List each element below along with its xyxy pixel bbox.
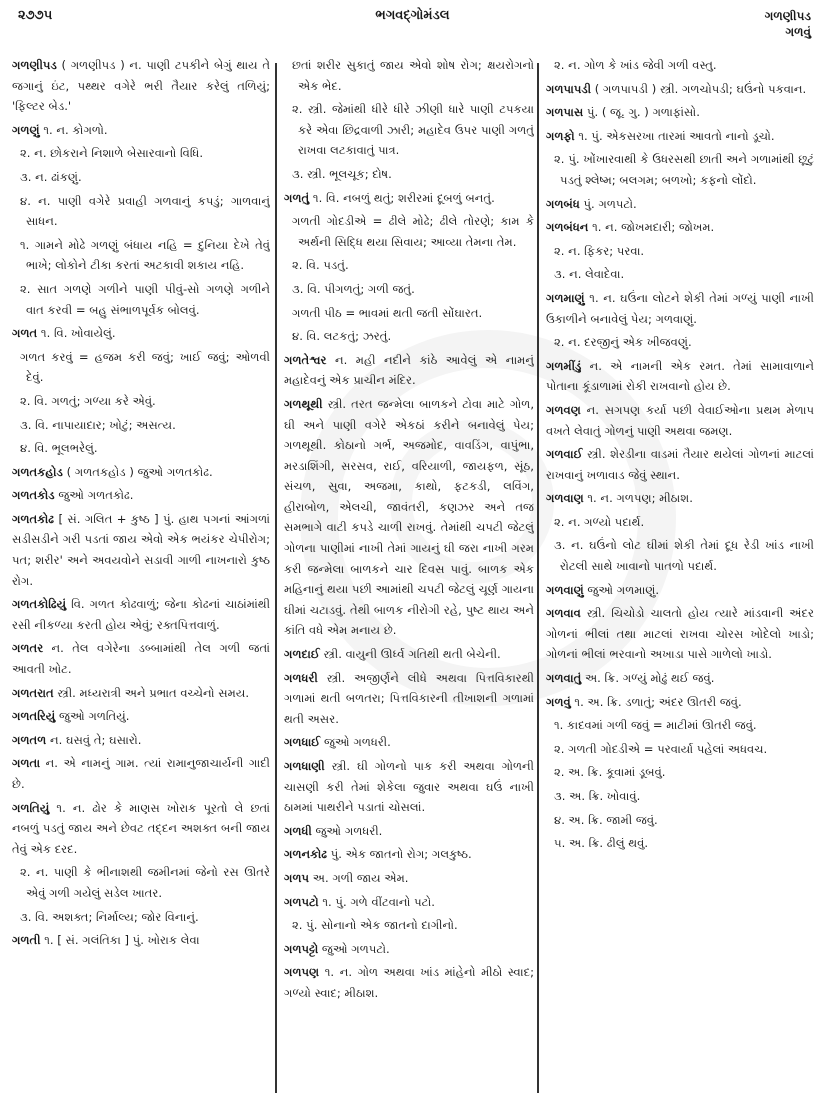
entry-sense <box>546 810 814 831</box>
definition-text: છતાં શરીર સુકાતું જાય એવો શોષ રોગ; ક્ષયરોગનો એક ભેદ. <box>292 58 534 93</box>
definition-text: ૧. પું. એકસરખા તારમાં આવતો નાનો ડૂચો. <box>578 128 775 143</box>
headword: ગળતળ <box>12 732 47 747</box>
definition-text: ૩. વિ. પીગળતું; ગળી જતું. <box>292 281 415 296</box>
column-divider <box>537 63 539 1093</box>
definition-text: ૩. અ. ક્રિ. ખોવાવું. <box>554 789 641 803</box>
headword: ગળતકોઢ <box>12 511 55 526</box>
dictionary-entry <box>284 939 534 960</box>
guide-words <box>765 8 811 40</box>
entry-sense <box>284 211 534 252</box>
definition-text: ૧. [ સં. ગલંતિકા ] પું. ખોરાક લેવા <box>44 933 200 948</box>
dictionary-entry <box>284 644 534 665</box>
definition-text: ૪. ન. પાણી વગેરે પ્રવાહી ગળવાનું કપડું; ગાળવાનું સાધન. <box>20 193 270 229</box>
headword: ગળવાણું <box>546 582 584 597</box>
entry-sense <box>546 55 814 76</box>
definition-text: ૩. ન. ઢાંકણું. <box>20 169 82 184</box>
definition-text: ન. એ નામની એક રમત. તેમાં સામાવાળાને પોતાના કૂંડાળામાં રોકી રાખવાનો હોય છે. <box>546 358 814 394</box>
headword: ગળધાઈ <box>284 735 321 750</box>
definition-text: ૨. વિ. પડતું. <box>292 258 349 273</box>
definition-text: ગળતી પીઠ = ભાવમાં થતી જતી સોંઘારત. <box>292 305 483 320</box>
definition-text: ન. ઘસવું તે; ઘસારો. <box>49 732 142 747</box>
definition-text: જુઓ ગળમાણું. <box>587 582 660 597</box>
definition-text: પું. ( જૂ. ગુ. ) ગળાફાંસો. <box>586 105 700 120</box>
dictionary-entry <box>284 188 534 209</box>
headword: ગળમીંડું <box>546 358 582 373</box>
running-head <box>0 8 825 48</box>
dictionary-entry <box>546 580 814 601</box>
definition-text: ૧. ન. ગળપણ; મીઠાશ. <box>587 491 693 506</box>
definition-text: ( ગળણીપડ ) ન. પાણી ટપકીને બેગું થાય તે જગાનું ઇંટ, પથ્થર વગેરે ભરી તૈયાર કરેલું તળિયું; 'ફિલ્ટર બેડ.' <box>12 58 270 114</box>
definition-text: ૨. ન. ફિકર; પરવા. <box>554 243 645 258</box>
dictionary-entry <box>284 350 534 391</box>
entry-sense <box>284 279 534 300</box>
headword: ગળપટો <box>284 894 319 909</box>
definition-text: સ્ત્રી. ચિચોડો ચાલતો હોય ત્યારે માંડવાની અંદર ગોળનાં ભીલાં તથા માટલાં રાખવા ચોરસ ખોદેલો ખાડો; ગોળનાં ભીલાં ભરવાનો અખાડા પાસે ગાળેલો ખાડો. <box>546 606 814 662</box>
definition-text: ૧. ન. ગોળ અથવા ખાંડ માંહેનો મીઠો સ્વાદ; ગળ્યો સ્વાદ; મીઠાશ. <box>284 965 534 1000</box>
column-1 <box>12 55 270 1095</box>
entry-sense <box>546 241 814 262</box>
definition-text: ગળતી ગોદડીએ = ઢીલે મોઢે; ઢીલે તોરણે; કામ કે અર્થની સિદ્ધિ થયા સિવાય; આવ્યા તેમના તેમ. <box>292 214 534 249</box>
headword: ગળતકહોડ <box>12 464 63 479</box>
entry-sense <box>12 235 270 276</box>
dictionary-entry <box>284 868 534 889</box>
headword: ગળણીપડ <box>12 58 57 72</box>
definition-text: જુઓ ગળપટો. <box>321 941 390 956</box>
definition-text: ન. સગપણ કર્યા પછી વેવાઈઓના પ્રથમ મેળાપ વખતે લેવાતું ગોળનું પાણી અથવા જમણ. <box>546 402 814 438</box>
dictionary-columns <box>0 55 825 1095</box>
dictionary-entry <box>284 668 534 730</box>
definition-text: સ્ત્રી. મધ્યરાત્રી અને પ્રભાત વચ્ચેનો સમય. <box>57 685 250 700</box>
headword: ગળતર <box>12 641 44 656</box>
definition-text: ૨. ન. પાણી કે ભીનાશથી જમીનમાં જેનો રસ ઊતરે એવું ગળી ગયેલું સડેલ ખાતર. <box>20 865 270 900</box>
column-2 <box>284 55 534 1095</box>
definition-text: જુઓ ગળતકોઢ. <box>58 488 134 503</box>
definition-text: ૩. ન. લેવાદેવા. <box>554 267 625 282</box>
definition-text: ૨. ન. ગળ્યો પદાર્થ. <box>554 514 645 529</box>
definition-text: જુઓ ગળધરી. <box>323 735 391 750</box>
definition-text: [ સં. ગલિત + કુષ્ઠ ] પું. હાથ પગનાં આંગળાં સડીસડીને ગરી પડતાં જાય એવો એક ભયંકર ચેપીરોગ; પત; શરીર' અને અવયવોને સડાવી ગાળી નાખનારો કુષ્ઠ રોગ. <box>12 511 270 588</box>
entry-sense <box>284 326 534 347</box>
dictionary-entry <box>546 79 814 100</box>
headword: ગળતરિયું <box>12 709 56 724</box>
dictionary-entry <box>12 683 270 704</box>
headword: ગળધાણી <box>284 759 325 773</box>
entry-sense <box>12 347 270 388</box>
dictionary-entry <box>546 444 814 485</box>
headword: ગળધરી <box>284 670 318 685</box>
dictionary-entry <box>284 756 534 818</box>
entry-sense <box>284 303 534 324</box>
entry-sense <box>284 55 534 96</box>
headword: ગળતેશ્વર <box>284 352 327 367</box>
headword: ગળતકોઢિયું <box>12 597 67 612</box>
definition-text: ૧. ન. જોખમદારી; જોખમ. <box>592 220 715 235</box>
dictionary-entry <box>546 217 814 238</box>
guide-word-last: ગળવું <box>785 25 811 39</box>
headword: ગળવાણ <box>546 491 584 506</box>
dictionary-entry <box>546 356 814 397</box>
entry-sense <box>12 391 270 412</box>
definition-text: પું. એક જાતનો રોગ; ગલકુષ્ઠ. <box>330 847 472 862</box>
entry-sense <box>12 907 270 928</box>
definition-text: સ્ત્રી. વાયુની ઊર્ધ્વ ગતિથી થતી બેચેની. <box>323 647 501 662</box>
definition-text: ૧. કાદવમાં ગળી જવું = માટીમાં ઊતરી જવું. <box>554 718 757 733</box>
dictionary-entry <box>546 102 814 123</box>
headword: ગળદાઈ <box>284 647 320 662</box>
headword: ગળપાપડી <box>546 81 592 96</box>
definition-text: ૪. વિ. લટકતું; ઝરતું. <box>292 329 392 344</box>
headword: ગળબંધન <box>546 220 589 235</box>
dictionary-entry <box>12 485 270 506</box>
headword: ગળમાણું <box>546 290 585 305</box>
headword: ગળબંધ <box>546 196 580 211</box>
definition-text: ૨. સ્ત્રી. જેમાંથી ધીરે ધીરે ઝીણી ધારે પાણી ટપકયા કરે એવા છિદ્રવાળી ઝારી; મહાદેવ ઉપર પાણી ગળતું રાખવા લટકાવાતું પાત્ર. <box>292 102 534 158</box>
headword: ગળવણ <box>546 402 581 417</box>
definition-text: ગળત કરવું = હજમ કરી જવું; ખાઈ જવું; ઓળવી દેવું. <box>20 349 270 385</box>
dictionary-entry <box>12 462 270 483</box>
definition-text: ૩. સ્ત્રી. ભૂલચૂક; દોષ. <box>292 166 392 181</box>
entry-sense <box>12 438 270 459</box>
headword: ગળવાઈ <box>546 447 583 462</box>
definition-text: ૨. ન. દરજીનું એક ખીજવણું. <box>554 335 692 350</box>
headword: ગળફો <box>546 128 575 143</box>
definition-text: ૩. વિ. નાપાયાદાર; ખોટું; અસત્ય. <box>20 417 176 432</box>
entry-sense <box>12 167 270 188</box>
definition-text: ૨. પું. ખોંખારવાથી કે ઉધરસથી છાતી અને ગળામાંથી છૂટું પડતું શ્લેષ્મ; બલગમ; બળખો; કફનો લોંદો. <box>554 152 814 187</box>
definition-text: ન. મહી નદીને કાંઠે આવેલું એ નામનું મહાદેવનું એક પ્રાચીન મંદિર. <box>284 352 534 388</box>
definition-text: જુઓ ગળતિયું. <box>59 709 130 724</box>
definition-text: ૧. ન. ઘઉંના લોટને શેકી તેમાં ગળ્યું પાણી નાખી ઉકાળીને બનાવેલું પેય; ગળવાણું. <box>546 290 814 326</box>
entry-sense <box>284 255 534 276</box>
definition-text: સ્ત્રી. તરત જન્મેલા બાળકને ટોવા માટે ગોળ, ઘી અને પાણી વગેરે એકઠાં કરીને બનાવેલું પેય; ગળથૂથી. કોઠાનો ગર્ભ, અજમોદ, વાવડિંગ, વાપુંભા, મરડાશિંગી, સરસવ, રાઈ, વરિયાળી, જાયફળ, સૂંઠ, સંચળ, સુવા, અજમા, કાથો, ફટકડી, લવિંગ, હીરાબોળ, એલચી, જાવંતરી, કણઝર અને તજ સમભાગે વાટી કપડે ચાળી રાખવું. તેમાંથી ચપટી જેટલું ગોળના પાણીમાં નાખી તેમાં ગાયનું ઘી જરા નાખી ગરમ કરી જન્મેલા બાળકને ચાર દિવસ પાવું. બાળક એક મહિનાનું થયા પછી આમાંથી ચપટી જેટલું ચૂર્ણ ગાયના ઘીમાં ચટાડવું. તેથી બાળક નીરોગી રહે, પુષ્ટ થાય અને કાંતિ વધે એમ મનાય છે. <box>284 396 534 638</box>
dictionary-entry <box>284 844 534 865</box>
dictionary-entry <box>546 488 814 509</box>
headword: ગળથૂથી <box>284 396 323 411</box>
definition-text: ૨. અ. ક્રિ. કૂવામાં ડૂબવું. <box>554 765 666 780</box>
headword: ગળતું <box>284 190 310 205</box>
entry-sense <box>284 164 534 185</box>
entry-sense <box>546 535 814 576</box>
dictionary-entry <box>12 323 270 344</box>
headword: ગળતરાત <box>12 685 54 700</box>
dictionary-entry <box>12 753 270 794</box>
entry-sense <box>546 833 814 854</box>
headword: ગળત <box>12 326 38 341</box>
dictionary-entry <box>12 55 270 117</box>
dictionary-entry <box>546 603 814 665</box>
definition-text: ન. તેલ વગેરેના ડબ્બામાંથી તેલ ગળી જતાં આવતી ખોટ. <box>12 641 270 677</box>
headword: ગળપાસ <box>546 105 584 120</box>
definition-text: ૧. ન. કોગળો. <box>43 122 108 137</box>
entry-sense <box>284 915 534 936</box>
headword: ગળવાવ <box>546 606 581 621</box>
headword: ગળતી <box>12 933 41 948</box>
definition-text: ૪. વિ. ભૂલભરેલું. <box>20 441 98 456</box>
headword: ગળપટ્ટો <box>284 941 319 956</box>
dictionary-entry <box>12 798 270 860</box>
dictionary-entry <box>546 126 814 147</box>
dictionary-entry <box>12 509 270 591</box>
definition-text: અ. ગળી જાય એમ. <box>312 870 409 885</box>
definition-text: ૪. અ. ક્રિ. જામી જવું. <box>554 812 658 827</box>
entry-sense <box>546 786 814 807</box>
column-divider <box>275 63 277 1093</box>
dictionary-entry <box>12 594 270 635</box>
definition-text: ૧. વિ. ખોવાયેલું. <box>40 326 116 341</box>
dictionary-entry <box>546 288 814 329</box>
entry-sense <box>12 862 270 903</box>
definition-text: ૨. સાત ગળણે ગળીને પાણી પીવું-સો ગળણે ગળીને વાત કરવી = બહુ સંભાળપૂર્વક બોલવું. <box>20 281 270 317</box>
headword: ગળતકોડ <box>12 488 55 503</box>
definition-text: ૩. ન. ઘઉંનો લોટ ઘીમાં શેકી તેમાં દૂધ રેડી ખાંડ નાખી રોટલી સાથે ખાવાનો પાતળો પદાર્થ. <box>554 538 814 574</box>
definition-text: ૧. અ. ક્રિ. ડળાતું; અંદર ઊતરી જવું. <box>574 694 742 709</box>
definition-text: ( ગળતકહોડ ) જુઓ ગળતકોઢ. <box>66 464 213 479</box>
column-3 <box>546 55 814 1095</box>
dictionary-entry <box>12 730 270 751</box>
headword: ગળવાતું <box>546 671 582 686</box>
entry-sense <box>546 264 814 285</box>
definition-text: ૩. વિ. અશક્ત; નિર્માલ્ય; જોર વિનાનું. <box>20 909 199 924</box>
entry-sense <box>12 191 270 232</box>
dictionary-entry <box>546 668 814 689</box>
dictionary-entry <box>12 120 270 141</box>
definition-text: સ્ત્રી. અજીર્ણને લીધે અથવા પિત્તવિકારથી ગળામાં થતી બળતરા; પિત્તવિકારની તીખાશની ગળામાં થતી અસર. <box>284 670 534 726</box>
definition-text: ૨. ન. ગોળ કે ખાંડ જેવી ગળી વસ્તુ. <box>554 58 717 72</box>
definition-text: પું. ગળપટો. <box>583 196 637 211</box>
guide-word-first: ગળણીપડ <box>764 9 811 23</box>
headword: ગળનકોઢ <box>284 847 327 862</box>
dictionary-entry <box>546 194 814 215</box>
definition-text: ૨. ન. છોકરાને નિશાળે બેસારવાનો વિધિ. <box>20 146 204 161</box>
definition-text: વિ. ગળત કોઢવાળું; જેના કોઢનાં ચાઠાંમાંથી રસી નીકળ્યા કરતી હોય એવું; રક્તપિત્તવાળું. <box>12 597 270 632</box>
definition-text: ૨. વિ. ગળતું; ગળ્યા કરે એવું. <box>20 393 156 408</box>
entry-sense <box>12 279 270 320</box>
definition-text: સ્ત્રી. ઘી ગોળનો પાક કરી અથવા ગોળની ચાસણી કરી તેમાં શેકેલા જુવાર અથવા ઘઉં નાખી ઠામમાં પાથરીને પડાતાં ચોસલાં. <box>284 759 534 815</box>
entry-sense <box>546 762 814 783</box>
dictionary-entry <box>284 962 534 1003</box>
entry-sense <box>546 149 814 190</box>
entry-sense <box>12 143 270 164</box>
entry-sense <box>284 99 534 161</box>
definition-text: જુઓ ગળધરી. <box>315 823 383 838</box>
dictionary-entry <box>284 892 534 913</box>
headword: ગળપણ <box>284 965 320 980</box>
headword: ગળધી <box>284 823 312 838</box>
definition-text: ન. એ નામનું ગામ. ત્યાં રામાનુજાચાર્યની ગાદી છે. <box>12 756 270 791</box>
definition-text: ૨. ગળતી ગોદડીએ = પરવાર્યા પહેલાં અધવચ. <box>554 741 768 756</box>
definition-text: ૨. પું. સોનાનો એક જાતનો દાગીનો. <box>292 918 458 933</box>
dictionary-entry <box>284 394 534 641</box>
dictionary-entry <box>12 930 270 951</box>
entry-sense <box>546 715 814 736</box>
definition-text: ૫. અ. ક્રિ. ઢીલું થવું. <box>554 836 649 851</box>
book-title: ભગવદ્ગોમંડલ <box>375 8 450 23</box>
entry-sense <box>12 415 270 436</box>
dictionary-entry <box>284 732 534 753</box>
dictionary-entry <box>12 706 270 727</box>
definition-text: અ. ક્રિ. ગળ્યું મોઢું થઈ જવું. <box>584 671 715 686</box>
headword: ગળપ <box>284 870 310 885</box>
headword: ગળતા <box>12 756 41 771</box>
definition-text: ( ગળપાપડી ) સ્ત્રી. ગળચોપડી; ઘઉંનો પકવાન. <box>594 81 807 96</box>
definition-text: ૧. પું. ગળે વીંટવાનો પટો. <box>322 894 435 909</box>
dictionary-entry <box>546 692 814 713</box>
definition-text: ૧. ન. ઢોર કે માણસ ખોરાક પૂરતો લે છતાં નબળું પડતું જાય અને છેવટ તદ્દન અશક્ત બની જાય તેવું એક દરદ. <box>12 800 270 856</box>
definition-text: ૧. વિ. નબળું થતું; શરીરમાં દૂબળું બનતું. <box>312 190 495 205</box>
headword: ગળણું <box>12 122 40 137</box>
page-number: ૨૭૭૫ <box>18 8 53 23</box>
dictionary-entry <box>12 638 270 679</box>
dictionary-entry <box>284 821 534 842</box>
entry-sense <box>546 739 814 760</box>
headword: ગળવું <box>546 694 571 709</box>
definition-text: સ્ત્રી. શેરડીના વાડમાં તૈયાર થયેલાં ગોળનાં માટલાં રાખવાનું ખળાવાડ જેવું સ્થાન. <box>546 447 814 482</box>
entry-sense <box>546 332 814 353</box>
headword: ગળતિયું <box>12 800 50 815</box>
entry-sense <box>546 512 814 533</box>
definition-text: ૧. ગામને મોઢે ગળણું બંધાય નહિ = દુનિયા દેખે તેવું ભાખે; લોકોને ટીકા કરતાં અટકાવી શકાય નહિ. <box>20 237 270 273</box>
dictionary-entry <box>546 400 814 441</box>
